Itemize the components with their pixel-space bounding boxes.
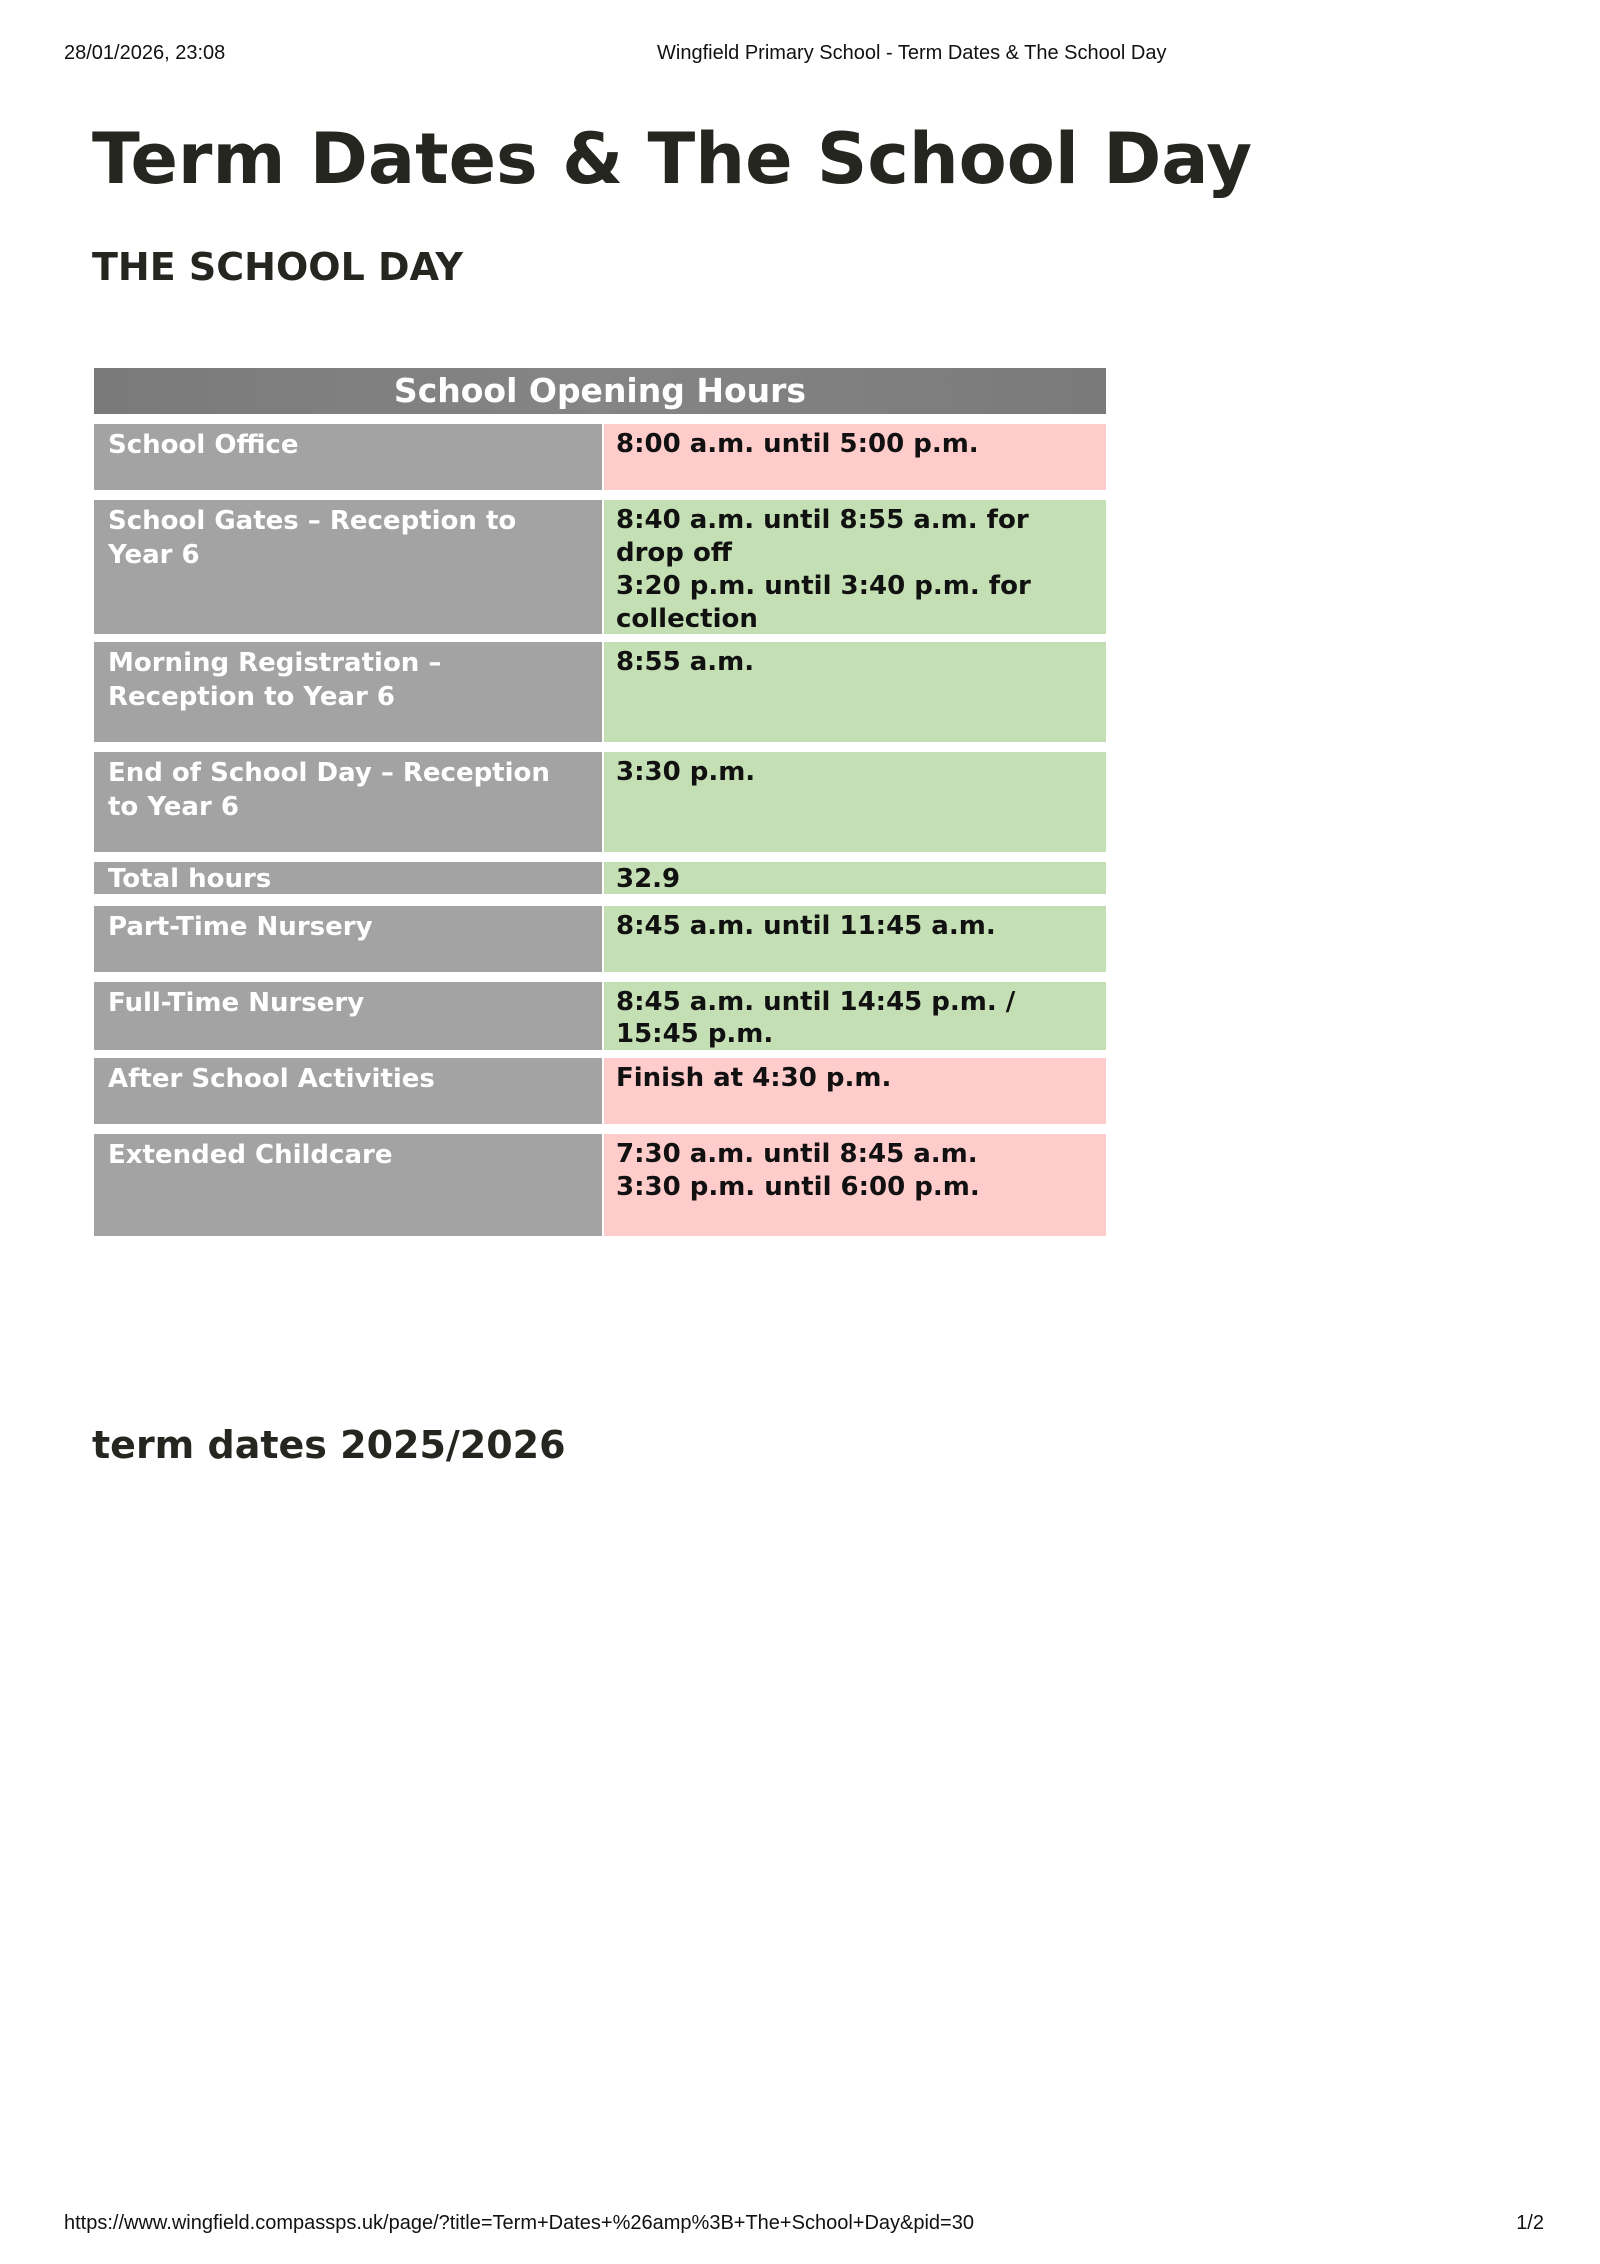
row-label-school-gates: School Gates – Reception to Year 6 bbox=[94, 500, 602, 634]
row-value-part-time-nursery: 8:45 a.m. until 11:45 a.m. bbox=[604, 906, 1106, 972]
print-page-number: 1/2 bbox=[1516, 2212, 1544, 2234]
row-label-total-hours: Total hours bbox=[94, 862, 602, 894]
print-timestamp: 28/01/2026, 23:08 bbox=[64, 42, 226, 64]
row-value-school-office: 8:00 a.m. until 5:00 p.m. bbox=[604, 424, 1106, 490]
table-row bbox=[94, 752, 1106, 852]
row-value-morning-registration: 8:55 a.m. bbox=[604, 642, 1106, 742]
table-row bbox=[94, 982, 1106, 1050]
print-document-title: Wingfield Primary School - Term Dates & The School Day bbox=[657, 42, 1167, 64]
table-title: School Opening Hours bbox=[94, 368, 1106, 414]
row-value-full-time-nursery: 8:45 a.m. until 14:45 p.m. / 15:45 p.m. bbox=[604, 982, 1106, 1050]
row-label-extended-childcare: Extended Childcare bbox=[94, 1134, 602, 1236]
row-value-after-school: Finish at 4:30 p.m. bbox=[604, 1058, 1106, 1124]
table-row bbox=[94, 862, 1106, 894]
table-row bbox=[94, 906, 1106, 972]
row-value-extended-childcare: 7:30 a.m. until 8:45 a.m. 3:30 p.m. until 6:00 p.m. bbox=[604, 1134, 1106, 1236]
row-value-end-of-day: 3:30 p.m. bbox=[604, 752, 1106, 852]
page-title: Term Dates & The School Day bbox=[92, 118, 1253, 200]
row-label-after-school: After School Activities bbox=[94, 1058, 602, 1124]
row-label-full-time-nursery: Full-Time Nursery bbox=[94, 982, 602, 1050]
row-label-school-office: School Office bbox=[94, 424, 602, 490]
table-row bbox=[94, 424, 1106, 490]
school-opening-hours-table bbox=[94, 368, 1106, 1202]
table-row bbox=[94, 1058, 1106, 1124]
row-value-total-hours: 32.9 bbox=[604, 862, 1106, 894]
table-row bbox=[94, 1134, 1106, 1236]
row-label-end-of-day: End of School Day – Reception to Year 6 bbox=[94, 752, 602, 852]
table-row bbox=[94, 642, 1106, 742]
school-day-heading: THE SCHOOL DAY bbox=[92, 245, 463, 289]
term-dates-heading: term dates 2025/2026 bbox=[92, 1423, 566, 1467]
row-label-morning-registration: Morning Registration – Reception to Year 6 bbox=[94, 642, 602, 742]
print-page-url: https://www.wingfield.compassps.uk/page/?title=Term+Dates+%26amp%3B+The+School+Day&pid=30 bbox=[64, 2212, 974, 2234]
row-value-school-gates: 8:40 a.m. until 8:55 a.m. for drop off 3:20 p.m. until 3:40 p.m. for collection bbox=[604, 500, 1106, 634]
table-row bbox=[94, 500, 1106, 634]
row-label-part-time-nursery: Part-Time Nursery bbox=[94, 906, 602, 972]
